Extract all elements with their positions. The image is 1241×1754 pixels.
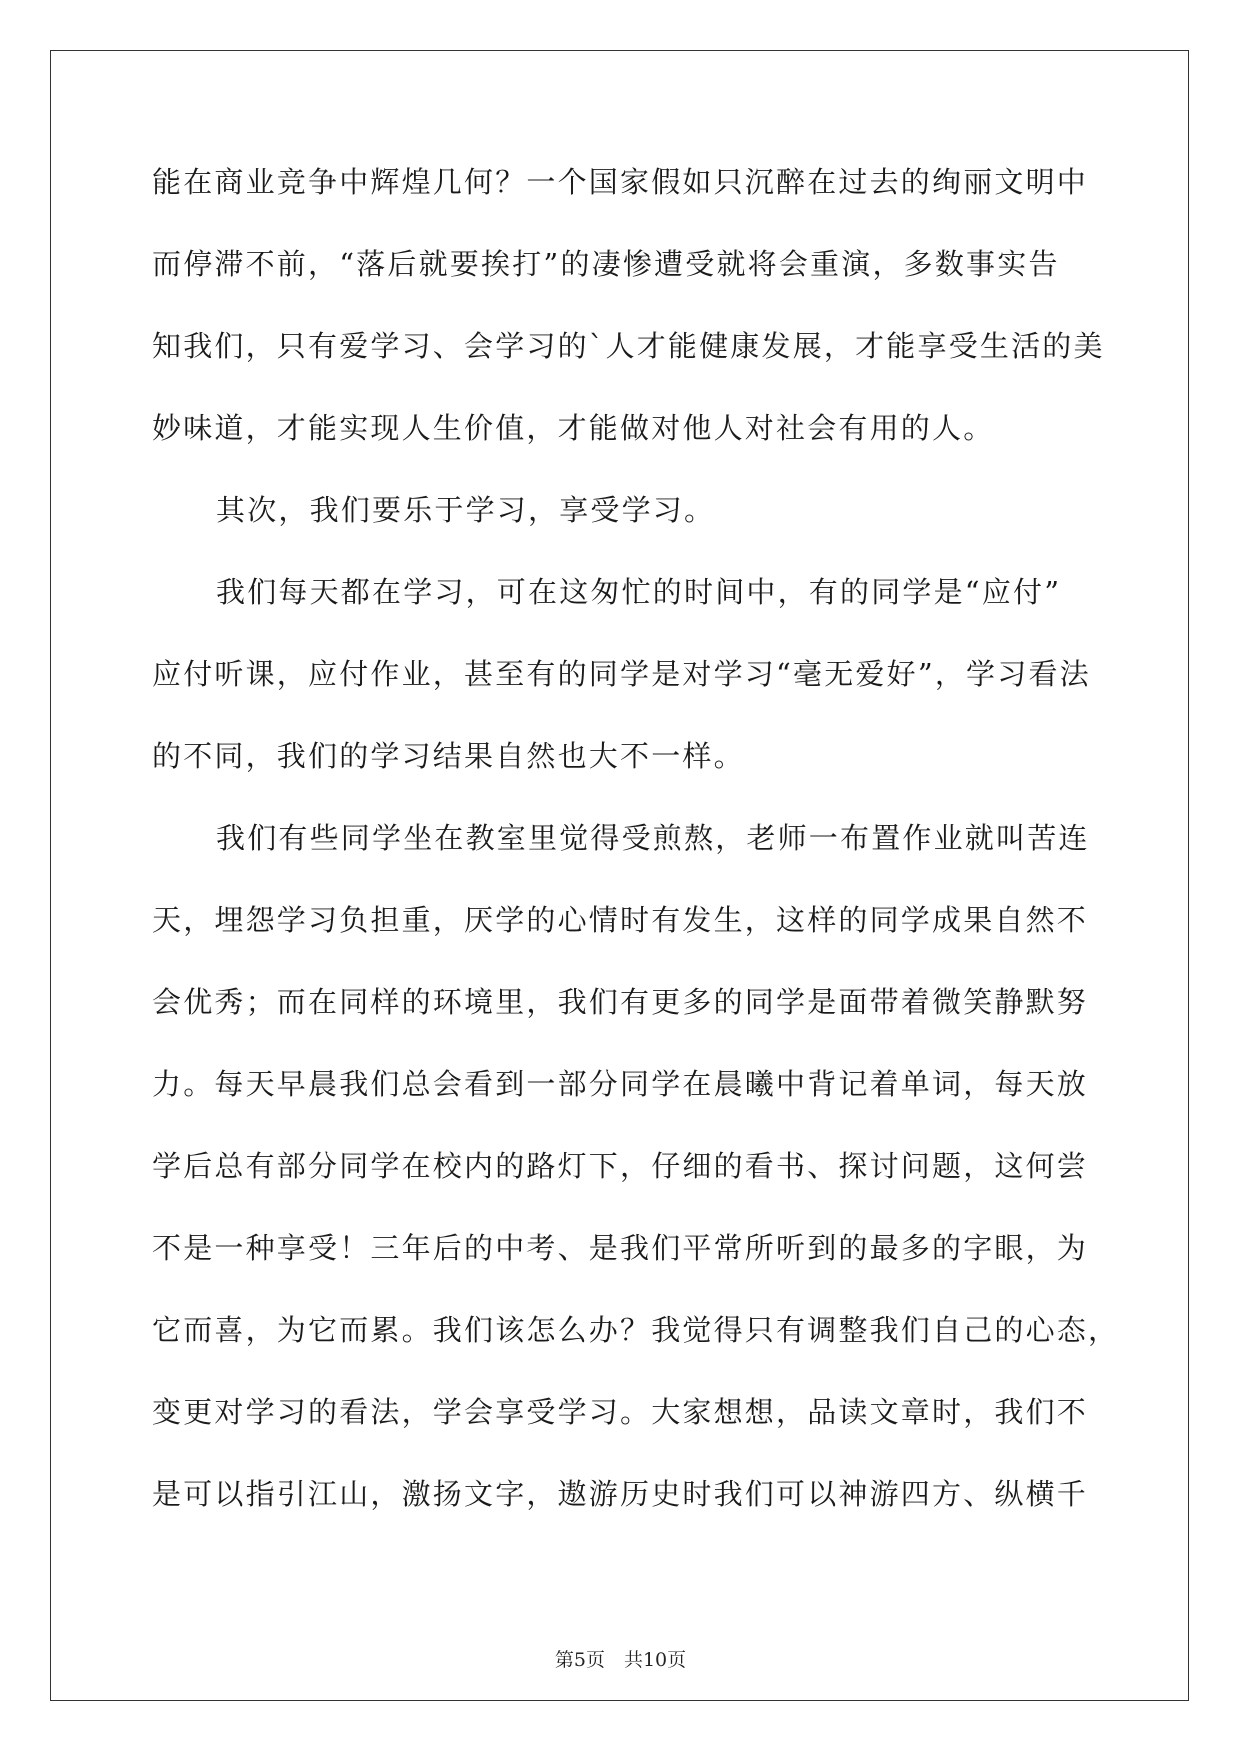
text-line: 天，埋怨学习负担重，厌学的心情时有发生，这样的同学成果自然不	[152, 903, 1089, 937]
document-body	[152, 162, 1120, 1556]
text-line: 我们有些同学坐在教室里觉得受煎熬，老师一布置作业就叫苦连	[216, 821, 1090, 855]
text-line: 而停滞不前，“落后就要挨打”的凄惨遭受就将会重演，多数事实告	[152, 247, 1060, 281]
text-line: 它而喜，为它而累。我们该怎么办？我觉得只有调整我们自己的心态，	[152, 1313, 1120, 1347]
text-line: 是可以指引江山，激扬文字，遨游历史时我们可以神游四方、纵横千	[152, 1477, 1089, 1511]
text-line: 会优秀；而在同样的环境里，我们有更多的同学是面带着微笑静默努	[152, 985, 1089, 1019]
page-number-footer: 第5页 共10页	[554, 1649, 687, 1671]
text-line: 其次，我们要乐于学习，享受学习。	[216, 493, 716, 527]
text-line: 变更对学习的看法，学会享受学习。大家想想，品读文章时，我们不	[152, 1395, 1089, 1429]
text-line: 知我们，只有爱学习、会学习的`人才能健康发展，才能享受生活的美	[152, 329, 1105, 363]
text-line: 学后总有部分同学在校内的路灯下，仔细的看书、探讨问题，这何尝	[152, 1149, 1089, 1183]
text-line: 能在商业竞争中辉煌几何？一个国家假如只沉醉在过去的绚丽文明中	[152, 165, 1089, 199]
text-line: 应付听课，应付作业，甚至有的同学是对学习“毫无爱好”，学习看法	[152, 657, 1091, 691]
text-line: 妙味道，才能实现人生价值，才能做对他人对社会有用的人。	[152, 411, 995, 445]
text-line: 力。每天早晨我们总会看到一部分同学在晨曦中背记着单词，每天放	[152, 1067, 1089, 1101]
text-line: 不是一种享受！三年后的中考、是我们平常所听到的最多的字眼，为	[152, 1231, 1089, 1265]
text-line: 我们每天都在学习，可在这匆忙的时间中，有的同学是“应付”	[216, 575, 1062, 609]
text-line: 的不同，我们的学习结果自然也大不一样。	[152, 739, 745, 773]
